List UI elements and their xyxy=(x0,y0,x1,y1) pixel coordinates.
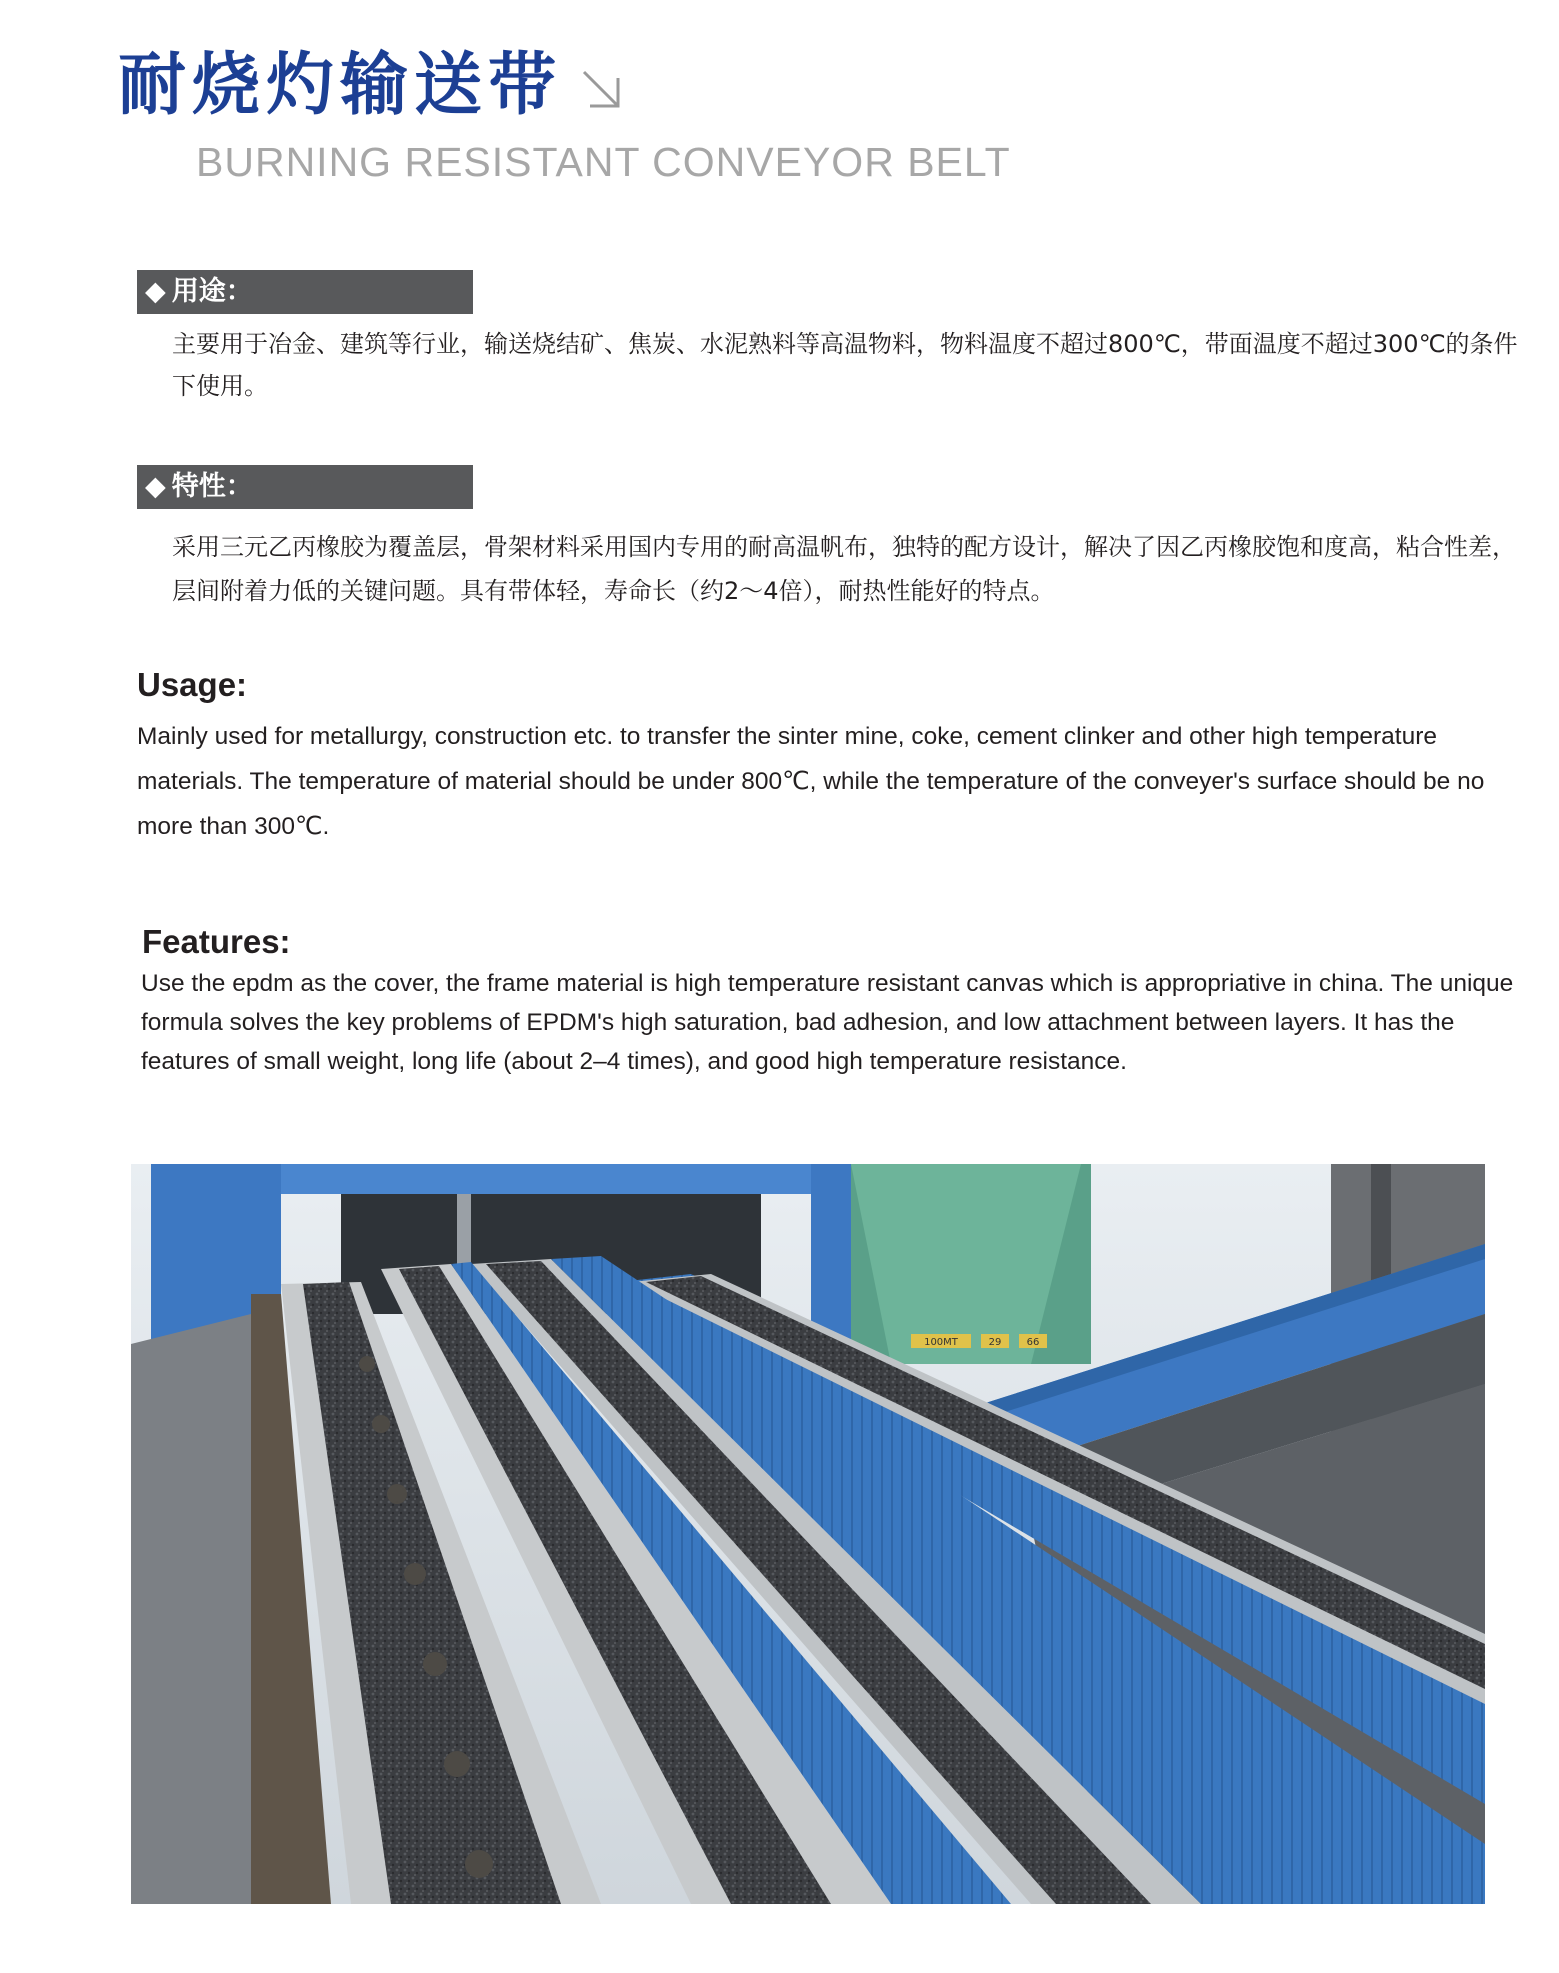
usage-en-text: Mainly used for metallurgy, construction etc. to transfer the sinter mine, coke, cement clinker and other high temperature materials. The temperature of material should be under 800℃, while the temperature of the conveyer's surface should be no more than 300℃. xyxy=(137,723,1485,840)
usage-en-heading: Usage: xyxy=(137,666,248,703)
features-en-text: Use the epdm as the cover, the frame material is high temperature resistant canvas which is appropriative in china. The unique formula solves the key problems of EPDM's high saturation, bad adhesion, and low attachment between layers. It has the features of small weight, long life (about 2–4 times), and good high temperature resistance. xyxy=(141,970,1514,1075)
page-subtitle: BURNING RESISTANT CONVEYOR BELT xyxy=(196,139,1011,185)
features-cn-bar xyxy=(137,465,473,509)
usage-cn-bar xyxy=(137,270,473,314)
features-cn-label: 特性： xyxy=(171,471,253,502)
usage-cn-text: 主要用于冶金、建筑等行业，输送烧结矿、焦炭、水泥熟料等高温物料，物料温度不超过800℃，带面温度不超过300℃的条件下使用。 xyxy=(172,330,1518,400)
crane-sign-3: 66 xyxy=(1026,1337,1040,1348)
crane-sign-1: 100MT xyxy=(924,1337,958,1348)
conveyor-belt-photo xyxy=(131,1164,1485,1904)
features-cn-text: 采用三元乙丙橡胶为覆盖层，骨架材料采用国内专用的耐高温帆布，独特的配方设计，解决了因乙丙橡胶饱和度高，粘合性差，层间附着力低的关键问题。具有带体轻，寿命长（约2～4倍），耐热性能好的特点。 xyxy=(172,533,1516,605)
diamond-icon: ◆ xyxy=(145,276,166,307)
crane-sign-2: 29 xyxy=(988,1337,1002,1348)
arrow-down-right-icon xyxy=(578,66,626,114)
diamond-icon: ◆ xyxy=(145,471,166,502)
page-title: 耐烧灼输送带 xyxy=(118,46,563,125)
usage-cn-label: 用途： xyxy=(171,276,253,307)
features-en-heading: Features: xyxy=(142,923,291,960)
conveyor-scene-illustration xyxy=(131,1164,1485,1904)
